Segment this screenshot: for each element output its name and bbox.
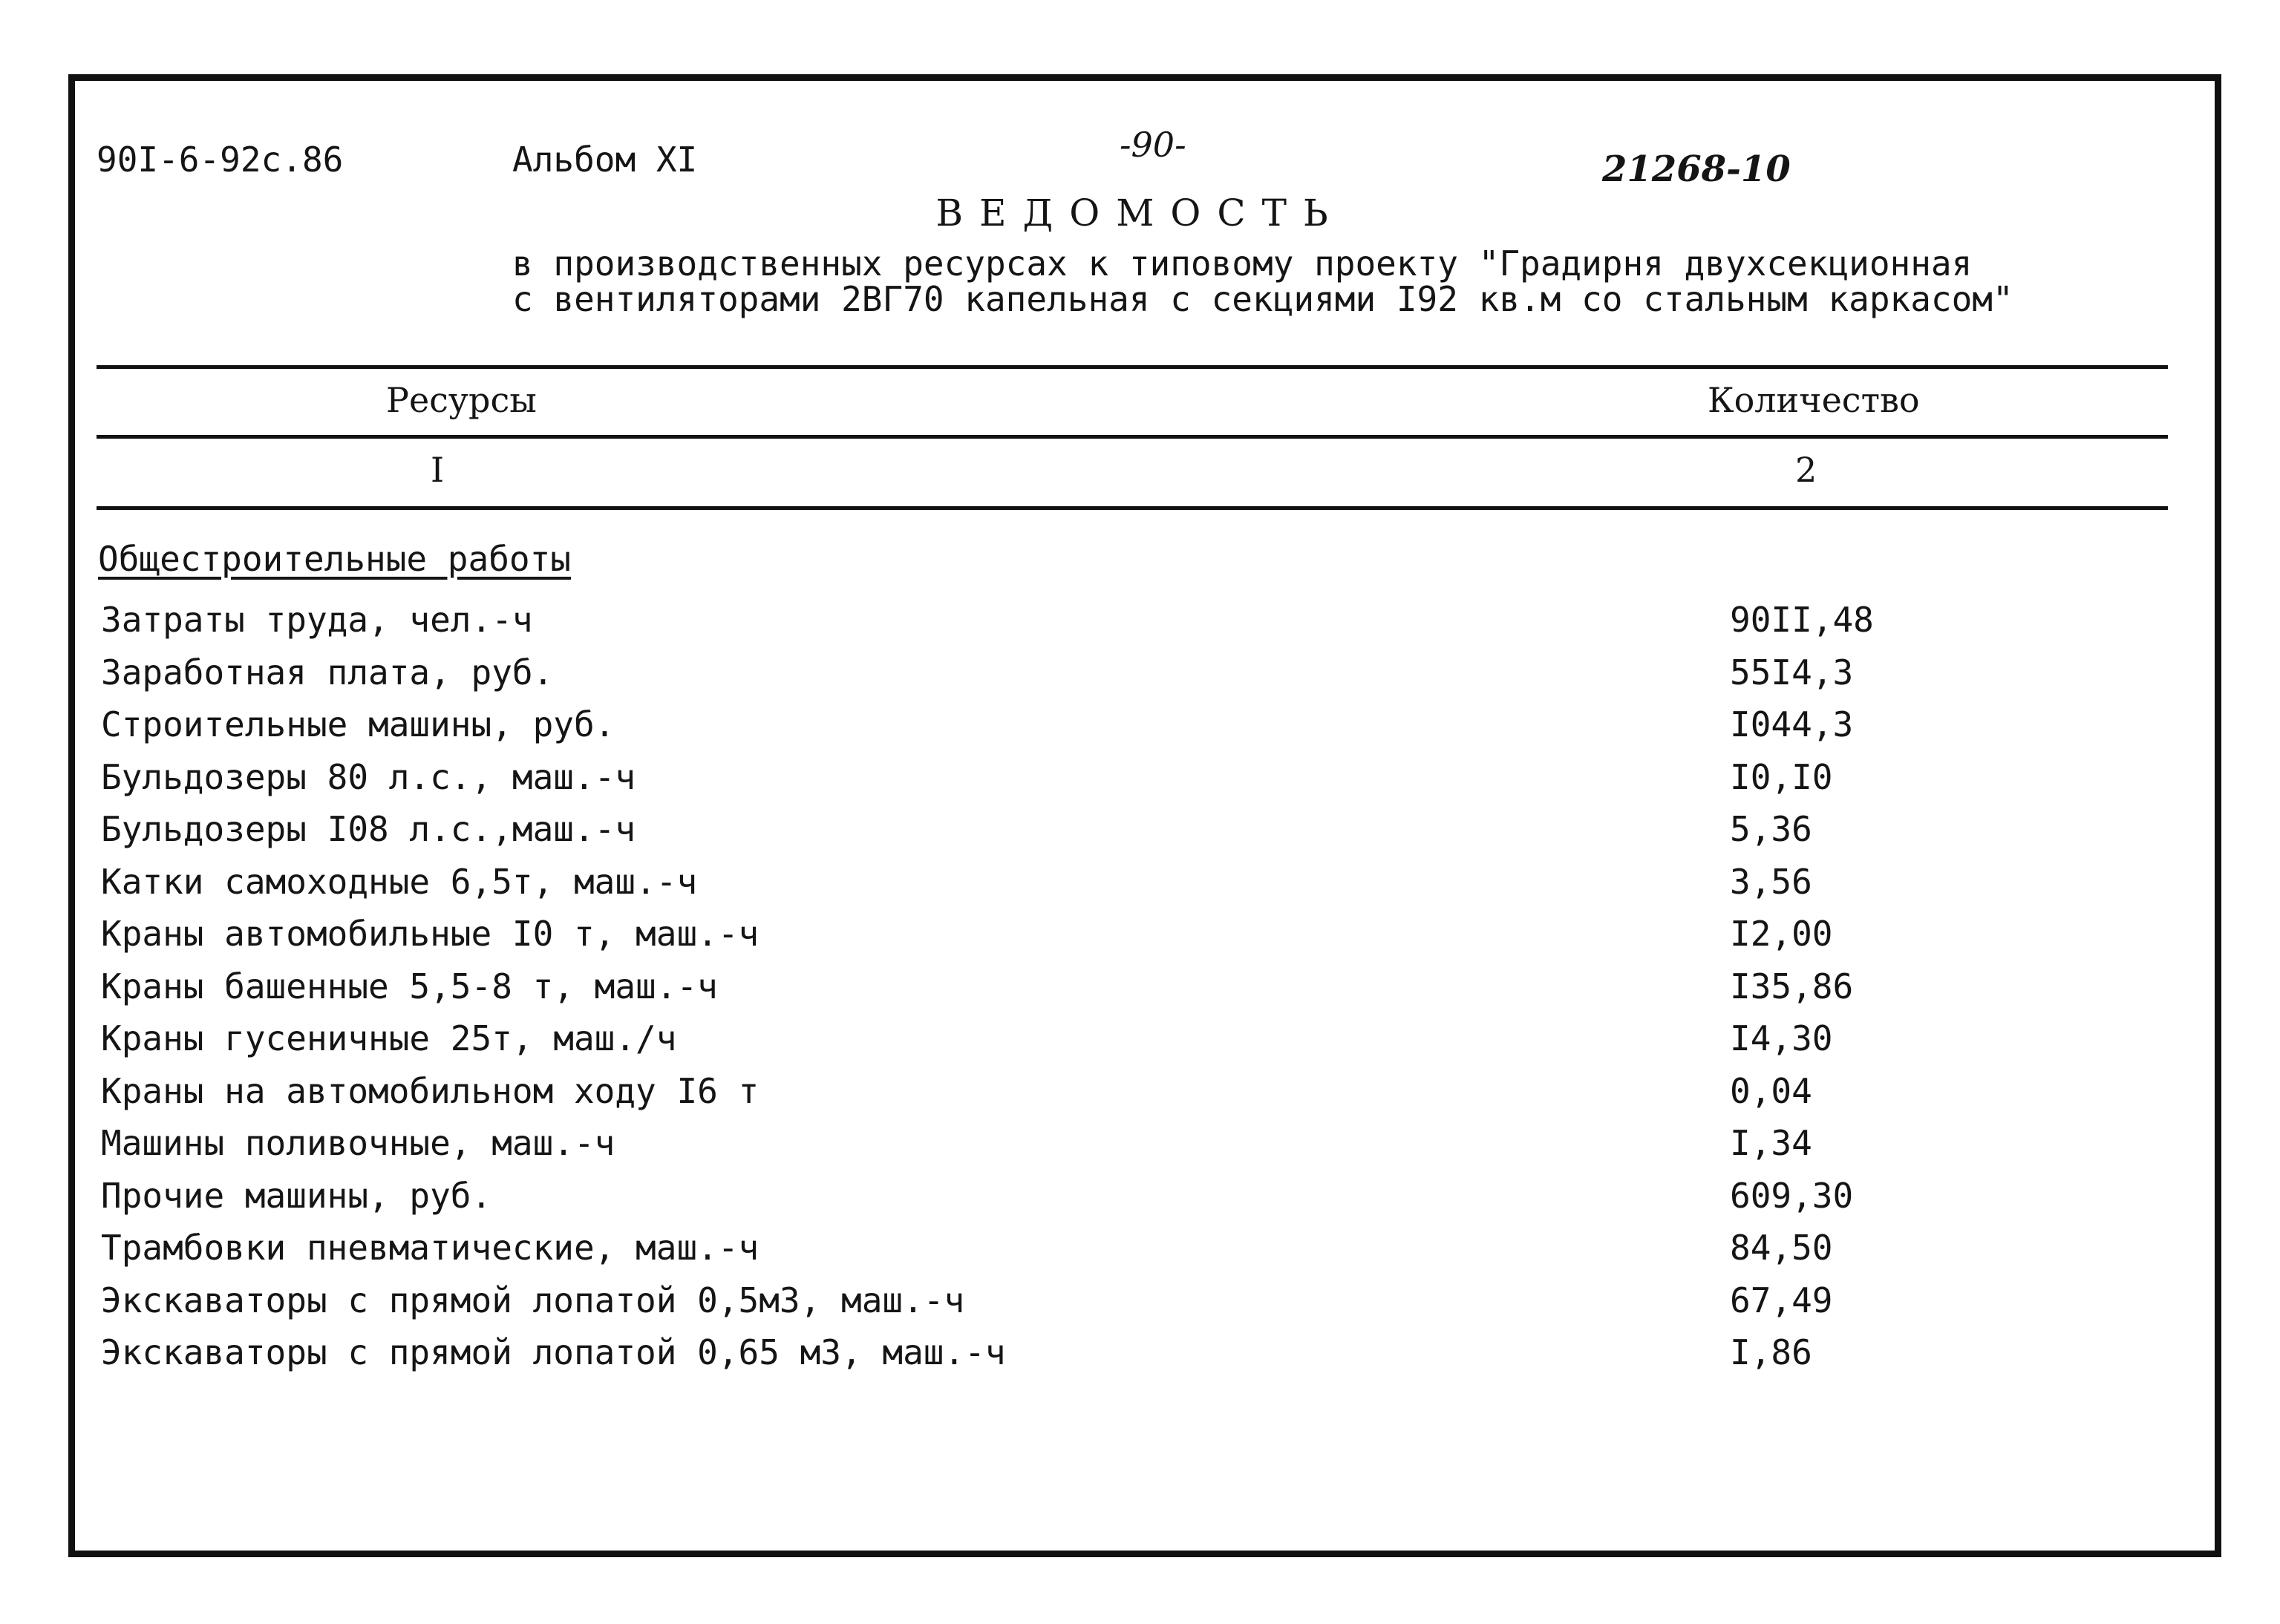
table-top-rule — [97, 365, 2168, 369]
table-row — [0, 704, 2280, 757]
table-row — [0, 1332, 2280, 1385]
resource-name: Краны на автомобильном ходу I6 т — [101, 1070, 760, 1111]
resource-name: Краны гусеничные 25т, маш./ч — [101, 1018, 677, 1058]
header-rule — [97, 435, 2168, 439]
resource-quantity: 67,49 — [1730, 1280, 1833, 1320]
subtitle-line-2: с вентиляторами 2ВГ70 капельная с секциями I92 кв.м со стальным каркасом" — [512, 279, 2013, 319]
table-row — [0, 1176, 2280, 1228]
resource-quantity: 5,36 — [1730, 809, 1812, 849]
table-row — [0, 966, 2280, 1019]
resource-table-body — [0, 600, 2280, 1385]
resource-name: Машины поливочные, маш.-ч — [101, 1123, 615, 1163]
table-row — [0, 1123, 2280, 1176]
column-header-quantity: Количество — [1708, 380, 1920, 420]
table-row — [0, 1071, 2280, 1124]
resource-quantity: 55I4,3 — [1730, 652, 1854, 693]
resource-quantity: I4,30 — [1730, 1018, 1833, 1058]
resource-quantity: 0,04 — [1730, 1070, 1812, 1111]
resource-name: Бульдозеры I08 л.с.,маш.-ч — [101, 809, 636, 849]
resource-name: Экскаваторы с прямой лопатой 0,5м3, маш.-ч — [101, 1280, 965, 1320]
table-row — [0, 600, 2280, 652]
resource-name: Экскаваторы с прямой лопатой 0,65 м3, маш.-ч — [101, 1332, 1006, 1372]
table-row — [0, 1228, 2280, 1280]
resource-quantity: I0,I0 — [1730, 756, 1833, 797]
resource-quantity: I,34 — [1730, 1123, 1812, 1163]
resource-quantity: 90II,48 — [1730, 600, 1874, 640]
resource-name: Краны автомобильные I0 т, маш.-ч — [101, 914, 760, 954]
table-row — [0, 809, 2280, 862]
resource-name: Затраты труда, чел.-ч — [101, 600, 533, 640]
table-row — [0, 652, 2280, 705]
resource-name: Бульдозеры 80 л.с., маш.-ч — [101, 756, 636, 797]
resource-quantity: 609,30 — [1730, 1175, 1854, 1216]
table-row — [0, 757, 2280, 810]
section-heading: Общестроительные работы — [98, 539, 571, 579]
resource-name: Катки самоходные 6,5т, маш.-ч — [101, 861, 698, 902]
page-number: -90- — [1120, 125, 1186, 165]
resource-name: Заработная плата, руб. — [101, 652, 554, 693]
table-row — [0, 1018, 2280, 1071]
resource-quantity: 3,56 — [1730, 861, 1812, 902]
resource-quantity: I2,00 — [1730, 914, 1833, 954]
column-number-2: 2 — [1795, 450, 1817, 490]
table-row — [0, 1280, 2280, 1333]
resource-quantity: I,86 — [1730, 1332, 1812, 1372]
column-number-1: I — [431, 450, 445, 490]
album-label: Альбом XI — [512, 140, 698, 180]
table-row — [0, 862, 2280, 914]
resource-name: Краны башенные 5,5-8 т, маш.-ч — [101, 966, 718, 1006]
page-title: ВЕДОМОСТЬ — [935, 191, 1345, 235]
document-number: 21268-10 — [1602, 148, 1791, 190]
table-row — [0, 914, 2280, 966]
subtitle-line-1: в производственных ресурсах к типовому проекту "Градирня двухсекционная — [512, 243, 1973, 284]
resource-quantity: I35,86 — [1730, 966, 1854, 1006]
resource-name: Прочие машины, руб. — [101, 1175, 492, 1216]
resource-name: Строительные машины, руб. — [101, 704, 615, 744]
numbering-rule — [97, 506, 2168, 510]
resource-name: Трамбовки пневматические, маш.-ч — [101, 1228, 760, 1268]
document-code: 90I-6-92с.86 — [97, 140, 344, 180]
resource-quantity: 84,50 — [1730, 1228, 1833, 1268]
column-header-resources: Ресурсы — [386, 380, 537, 420]
resource-quantity: I044,3 — [1730, 704, 1854, 744]
